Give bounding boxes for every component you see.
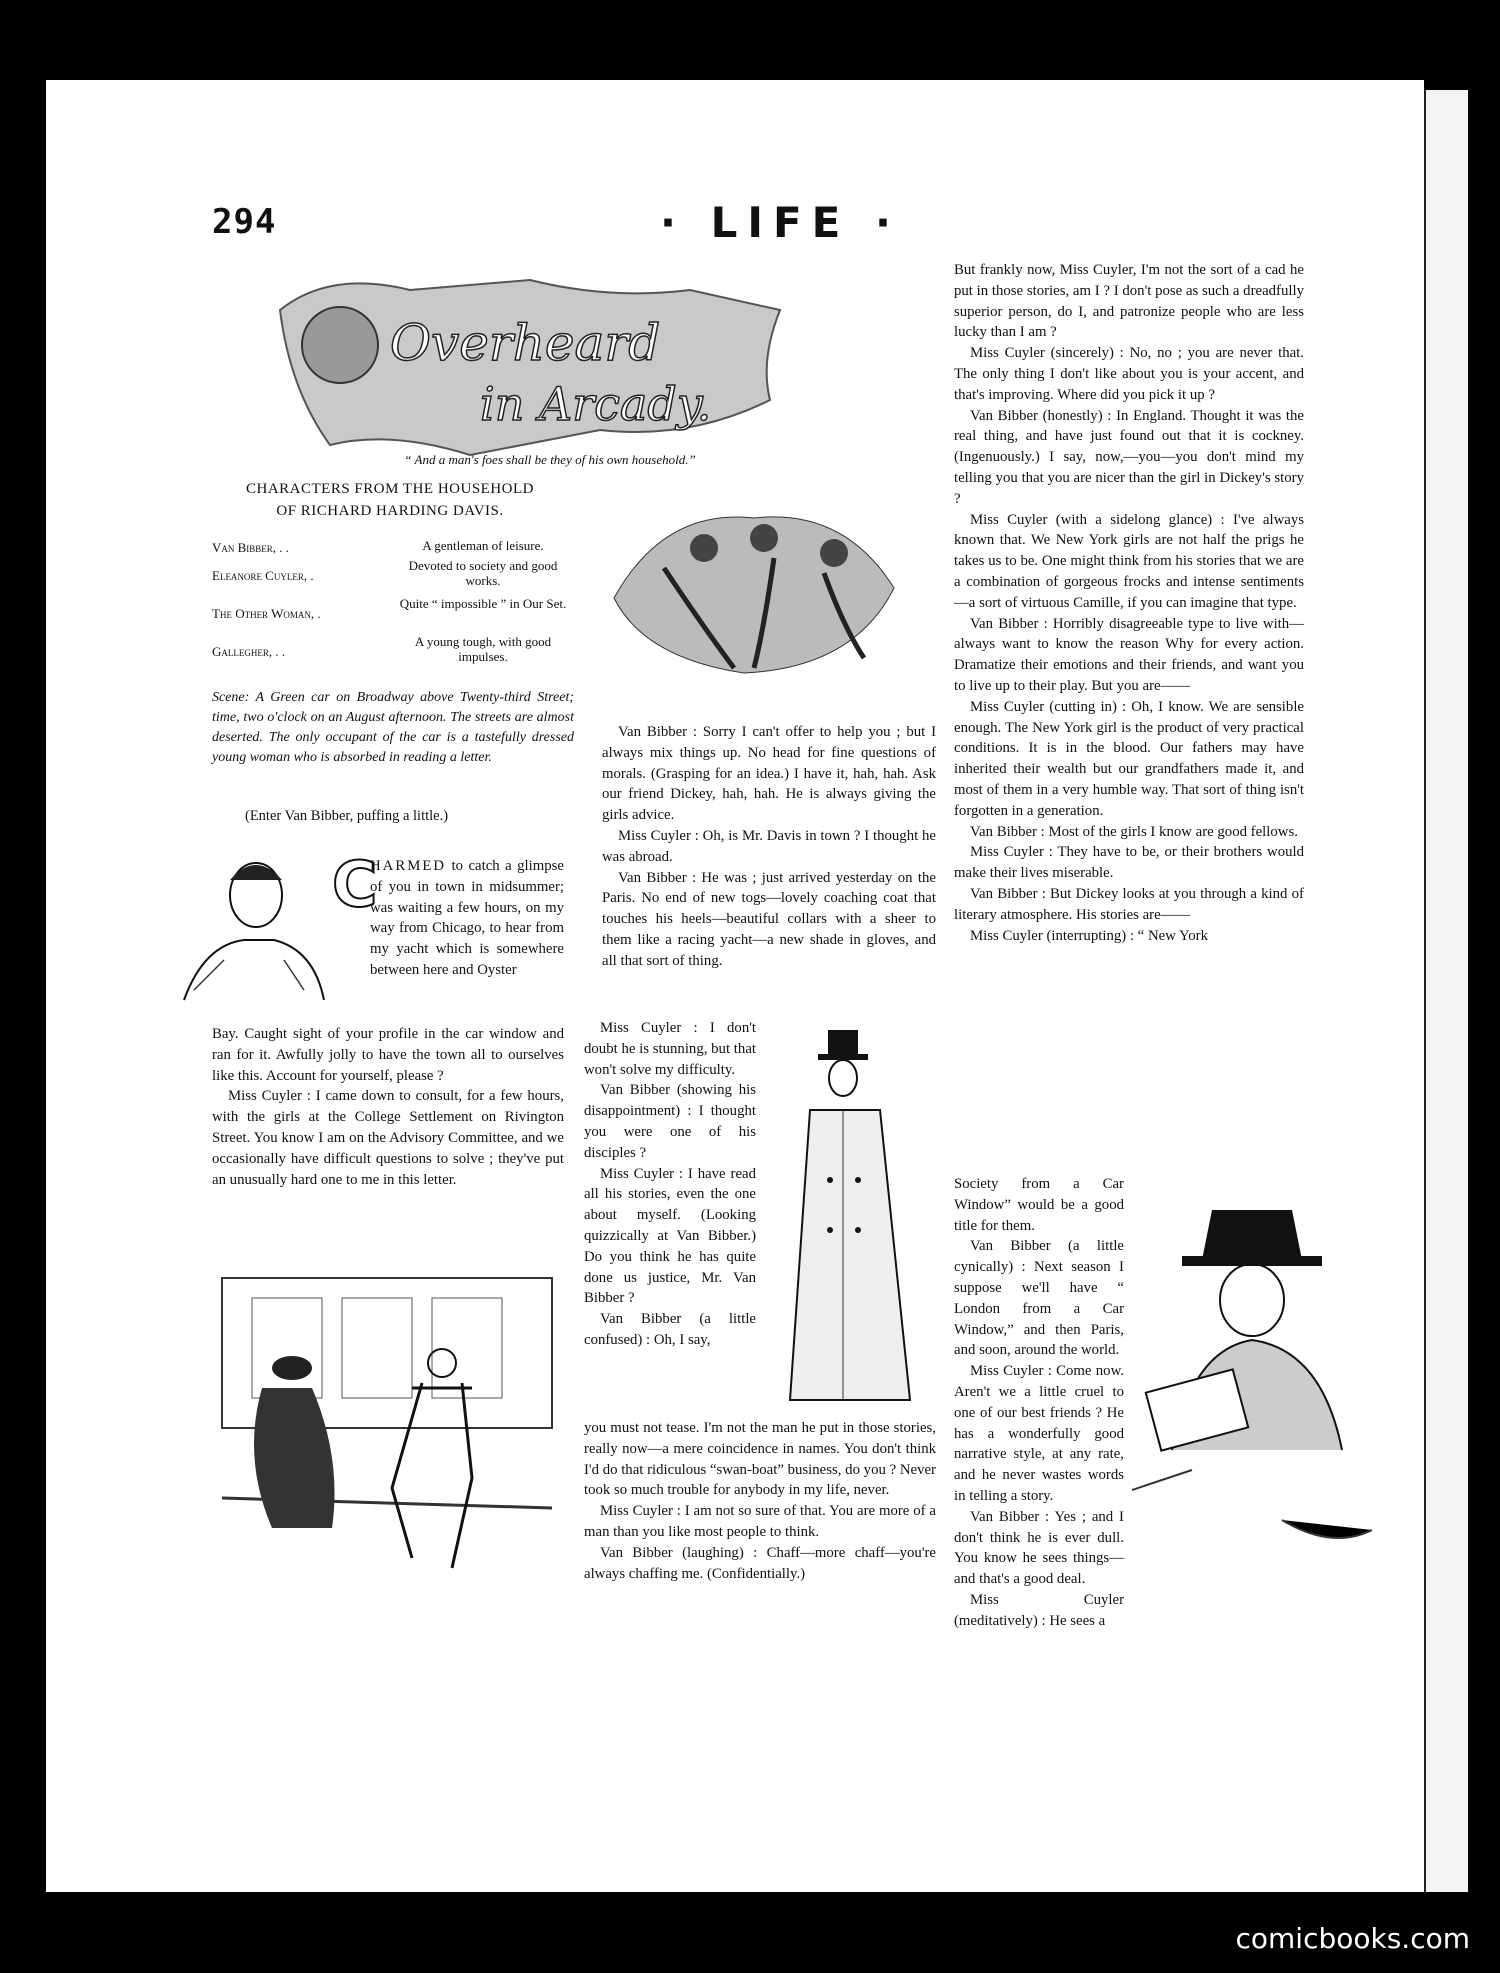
banner-line1: Overheard	[390, 314, 661, 372]
column3-top	[954, 260, 1304, 946]
cast-row: Van Bibber, . . A gentleman of leisure.	[212, 538, 544, 555]
page-number: 294	[212, 202, 277, 242]
watermark-text: comicbooks.com	[1235, 1922, 1470, 1955]
scene-description: Scene: A Green car on Broadway above Twenty-third Street; time, two o'clock on an August afternoon. The streets are almost deserted. The only occupant of the car is a tastefully dressed young woman who is absorbed in reading a letter.	[212, 690, 574, 765]
column2-narrow	[584, 1018, 756, 1351]
paragraph: Miss Cuyler : I came down to consult, for a few hours, with the girls at the College Settlement on Rivington Street. You know I am on the Advisory Committee, and we occasionally have difficult questions to solve ; they've put an unusually hard one to me in this letter.	[212, 1088, 564, 1188]
paragraph: Van Bibber (laughing) : Chaff—more chaff—you're always chaffing me. (Confidentially.)	[584, 1544, 936, 1582]
paragraph: Miss Cuyler : I don't doubt he is stunning, but that won't solve my difficulty.	[584, 1020, 756, 1078]
paragraph: Society from a Car Window” would be a good title for them.	[954, 1176, 1124, 1234]
paragraph: Van Bibber : Horribly disagreeable type to live with—always want to know the reason Why for every action. Dramatize their emotions and their friends, and want you to live up to their play. But you are——	[954, 615, 1304, 694]
column2-bottom	[584, 1418, 936, 1584]
paragraph: Van Bibber : Most of the girls I know are good fellows.	[970, 823, 1298, 840]
paragraph: Van Bibber : Yes ; and I don't think he is ever dull. You know he sees things—and that's a good deal.	[954, 1508, 1124, 1588]
paragraph: Miss Cuyler (sincerely) : No, no ; you are never that. The only thing I don't like about you is your accent, and that's improving. Where did you pick it up ?	[954, 345, 1304, 403]
paragraph: Van Bibber : But Dickey looks at you through a kind of literary atmosphere. His stories are——	[954, 885, 1304, 923]
paragraph: Van Bibber (showing his disappointment) : I thought you were one of his disciples ?	[584, 1082, 756, 1161]
streetcar-scene-illustration	[212, 1258, 570, 1618]
paragraph: Miss Cuyler : I have read all his stories, even the one about myself. (Looking quizzically at Van Bibber.) Do you think he has quite done us justice, Mr. Van Bibber ?	[584, 1165, 756, 1307]
overheard-in-arcady-banner	[270, 270, 790, 470]
paragraph: Miss Cuyler : Oh, is Mr. Davis in town ? I thought he was abroad.	[602, 827, 936, 865]
paragraph: Miss Cuyler : Come now. Aren't we a little cruel to one of our best friends ? He has a wonderfully good narrative style, at any rate, and he never wastes words in telling a story.	[954, 1363, 1124, 1504]
drop-cap: C	[332, 848, 378, 921]
paragraph: Van Bibber (honestly) : In England. Thought it was the real thing, and have just found out that it is cockney. (Ingenuously.) I say, now,—you—you don't mind my telling you that you are nicer than the girl in Dickey's story ?	[954, 407, 1304, 507]
characters-heading: CHARACTERS FROM THE HOUSEHOLD OF RICHARD HARDING DAVIS.	[245, 481, 534, 519]
paragraph: Van Bibber (a little confused) : Oh, I say,	[584, 1311, 756, 1348]
cast-row: Eleanore Cuyler, . Devoted to society and good works.	[212, 558, 558, 588]
masthead-title: · LIFE ·	[660, 198, 901, 247]
column1-body	[212, 1024, 564, 1190]
paragraph: you must not tease. I'm not the man he put in those stories, really now—a mere coincidence in names. You don't think I'd do that ridiculous “swan-boat” business, do you ? Never took so much trouble for anybody in my life, never.	[584, 1420, 936, 1499]
paragraph: Van Bibber : Sorry I can't offer to help you ; but I always mix things up. No head for fine questions of morals. (Grasping for an idea.) I have it, hah, hah. Ask our friend Dickey, hah, hah. He is always giving the girls advice.	[602, 724, 936, 824]
van-bibber-portrait-illustration	[164, 850, 332, 1010]
paragraph: Miss Cuyler (meditatively) : He sees a	[954, 1591, 1124, 1629]
man-writing-illustration	[1132, 1190, 1372, 1570]
paragraph: Miss Cuyler (cutting in) : Oh, I know. We are sensible enough. The New York girl is the product of very practical conditions. It is in the blood. Our fathers may have inherited their wealth but our grandfathers made it, and most of them in a very humble way. That sort of thing isn't forgotten in a generation.	[954, 698, 1304, 819]
epigraph: “ And a man's foes shall be they of his own household.”	[404, 452, 696, 467]
paragraph: HARMED to catch a glimpse of you in town in midsummer; was waiting a few hours, on my way from Chicago, to hear from my yacht which is somewhere between here and Oyster	[370, 858, 564, 978]
column3-narrow	[954, 1174, 1124, 1632]
tea-party-illustration	[604, 478, 906, 678]
cast-row: Gallegher, . . A young tough, with good impulses.	[212, 634, 552, 664]
paragraph: Miss Cuyler (interrupting) : “ New York	[970, 927, 1208, 944]
paragraph: But frankly now, Miss Cuyler, I'm not the sort of a cad he put in those stories, am I ? I don't pose as such a dreadfully superior person, do I, and patronize people who are less lucky than I am ?	[954, 262, 1304, 341]
paragraph: Miss Cuyler (with a sidelong glance) : I've always known that. We New York girls are not half the prigs he takes us to be. One might think from his stories that we are a combination of gorgeous frocks and intense sentiments—a sort of virtuous Camille, if you can imagine that type.	[954, 511, 1304, 611]
paragraph: Bay. Caught sight of your profile in the car window and ran for it. Awfully jolly to have the town all to ourselves like this. Account for yourself, please ?	[212, 1026, 564, 1084]
paragraph: Van Bibber (a little cynically) : Next season I suppose we'll have “ London from a Car Window,” and then Paris, and soon, around the world.	[954, 1238, 1124, 1359]
banner-line2: in Arcady.	[480, 377, 712, 431]
column1-first-para-narrow	[370, 856, 564, 981]
paragraph: Miss Cuyler : I am not so sure of that. You are more of a man than you like most people to think.	[584, 1503, 936, 1540]
cast-list	[212, 536, 574, 668]
paragraph: Miss Cuyler : They have to be, or their brothers would make their lives miserable.	[954, 844, 1304, 882]
man-in-coat-illustration	[770, 1030, 930, 1410]
facing-page-edge	[1424, 90, 1468, 1892]
column2-top	[602, 722, 936, 972]
stage-direction: (Enter Van Bibber, puffing a little.)	[245, 808, 449, 824]
cast-row: The Other Woman, . Quite “ impossible ” in Our Set.	[212, 596, 567, 621]
paragraph: Van Bibber : He was ; just arrived yesterday on the Paris. No end of new togs—lovely coaching coat that touches his heels—beautiful collars with a sheer to them like a racing yacht—a new shade in gloves, and all that sort of thing.	[602, 869, 936, 969]
